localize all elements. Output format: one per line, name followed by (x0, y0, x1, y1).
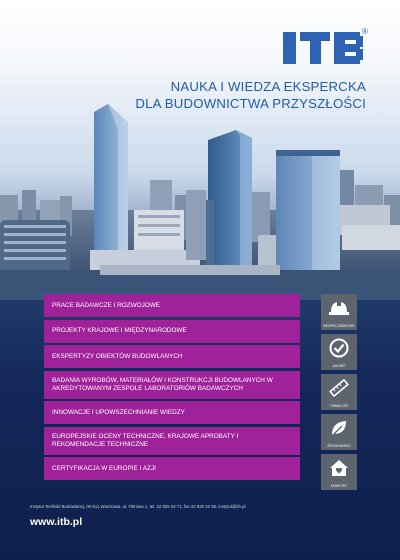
website-link[interactable]: www.itb.pl (30, 516, 83, 528)
feature-label: TRWAŁOŚĆ (329, 404, 349, 408)
footer-address: Instytut Techniki Budowlanej, 00-611 Warszawa, ul. Filtrowa 1, tel. 22 825 04 71, fax 22 825 52 86, instytut@itb.pl (30, 504, 246, 509)
service-item (44, 320, 300, 343)
feature-environment (321, 414, 357, 450)
headline-line-2: DLA BUDOWNICTWA PRZYSZŁOŚCI (135, 96, 366, 111)
service-label: PRACE BADAWCZE I ROZWOJOWE (52, 301, 161, 309)
feature-comfort (321, 454, 357, 490)
itb-logo (283, 30, 373, 66)
service-label: BADANIA WYROBÓW, MATERIAŁÓW I KONSTRUKCJI BUDOWLANYCH W AKREDYTOWANYM ZESPOLE LABORATORIÓW BADAWCZYCH (52, 376, 273, 392)
headline-line-1: NAUKA I WIEDZA EKSPERCKA (170, 79, 366, 94)
service-label: EKSPERTYZY OBIEKTÓW BUDOWLANYCH (52, 352, 183, 360)
services-list (44, 294, 300, 483)
ruler-icon (328, 378, 350, 398)
service-item (44, 427, 300, 455)
home-heart-icon (328, 458, 350, 478)
check-icon (328, 338, 350, 358)
feature-label: ŚRODOWISKO (327, 444, 351, 448)
service-label: PROJEKTY KRAJOWE I MIĘDZYNARODOWE (52, 327, 187, 335)
leaf-icon (328, 418, 350, 438)
feature-safety (321, 294, 357, 330)
feature-label: JAKOŚĆ (332, 364, 346, 368)
hard-hat-icon (328, 298, 350, 318)
city-skyline-image (0, 100, 400, 300)
feature-quality (321, 334, 357, 370)
feature-label: KOMFORT (330, 484, 348, 488)
service-item (44, 345, 300, 368)
service-item (44, 401, 300, 424)
feature-icons (321, 294, 357, 494)
feature-durability (321, 374, 357, 410)
service-label: EUROPEJSKIE OCENY TECHNICZNE, KRAJOWE APROBATY I REKOMENDACJE TECHNICZNE (52, 432, 239, 448)
service-item (44, 457, 300, 480)
service-item (44, 294, 300, 317)
service-label: INNOWACJE I UPOWSZECHNIANIE WIEDZY (52, 408, 185, 416)
registered-mark: ® (362, 27, 368, 36)
service-item (44, 371, 300, 399)
service-label: CERTYFIKACJA W EUROPIE I AZJI (52, 464, 156, 472)
feature-label: BEZPIECZEŃSTWO (323, 324, 355, 328)
